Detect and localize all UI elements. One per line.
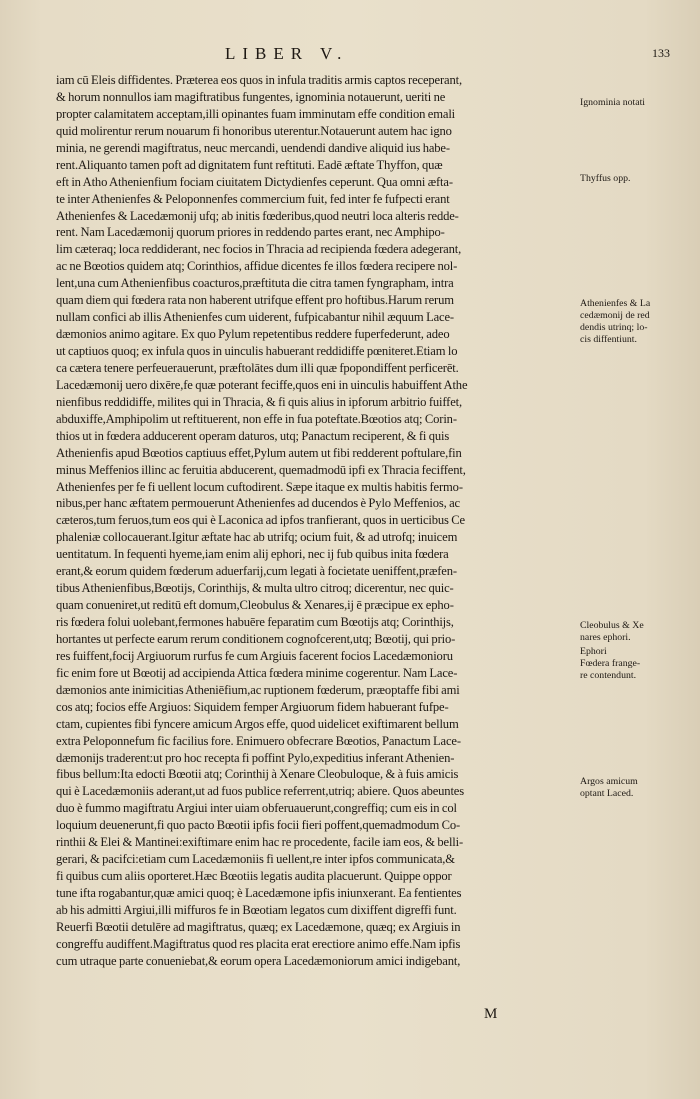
margin-note-line: Athenienfes & La — [580, 298, 651, 309]
margin-note-athenienses-lacedaemonii — [580, 298, 692, 346]
text-line: Athenienfis apud Bœotios captiuus effet,Pylum autem ut fibi redderent poftulare,fin — [56, 445, 462, 460]
text-line: fic enim fore ut Bœotij ad accipienda Attica fœdera minime cogerentur. Nam Lace- — [56, 665, 458, 680]
text-line: rent.Aliquanto tamen poft ad dignitatem funt reftituti. Eadē æftate Thyffon, quæ — [56, 157, 443, 172]
text-line: phaleniæ collocauerant.Igitur æftate hac ab utrifq; ocium fuit, & ad utrofq; inuicem — [56, 530, 458, 545]
text-line: abduxiffe,Amphipolim ut reftituerent, non effe in fua poteftate.Bœotios atq; Corin- — [56, 411, 457, 426]
text-line: Athenienfes per fe fi uellent locum cuftodirent. Sæpe itaque ex multis habitis fermo- — [56, 479, 463, 494]
text-line: lent,una cum Athenienfibus coacturos,præftituta die citra tamen fyngrapham, intra — [56, 276, 454, 291]
text-line: congreffu audiffent.Magiftratus quod res placita erat erectiore animo effe.Nam ipfis — [56, 936, 461, 951]
margin-note-line: Thyffus opp. — [580, 173, 631, 184]
text-line: quam conueniret,ut reditū eft domum,Cleobulus & Xenares,ij ē præcipue ex epho- — [56, 598, 454, 613]
text-line: nibus,per hanc æftatem permouerunt Athenienfes ad ducendos è Pylo Meffenios, ac — [56, 496, 460, 511]
text-line: Lacedæmonij uero dixēre,fe quæ poterant feciffe,quos eni in uinculis habuiffent Athe — [56, 377, 468, 392]
text-line: erant,& eorum quidem fœderum aduerfarij,cum legati à focietate ueniffent,præfen- — [56, 564, 457, 579]
text-line: eft in Atho Athenienfium fociam ciuitatem Dictydienfes ceperunt. Qua omni æfta- — [56, 174, 453, 189]
text-line: dæmonijs traderent:ut pro hoc recepta fi poffint Pylo,expeditius inferant Athenien- — [56, 750, 455, 765]
text-line: propter calamitatem acceptam,illi opinantes fuam imminutam effe condition emali — [56, 106, 456, 121]
margin-note-line: dendis utrinq; lo- — [580, 322, 648, 333]
text-line: gerari, & pacifci:etiam cum Lacedæmoniis fi uellent,re inter ipfos communicata,& — [56, 852, 455, 867]
margin-note-ignominia — [580, 97, 692, 109]
margin-note-line: Argos amicum — [580, 776, 638, 787]
margin-note-thyssus — [580, 173, 692, 185]
text-line: tibus Athenienfibus,Bœotijs, Corinthijs, & multa ultro citroq; dicerentur, nec quic- — [56, 581, 454, 596]
text-line: cum utraque parte conueniebat,& eorum opera Lacedæmoniorum amici indigebant, — [56, 953, 461, 968]
text-line: hortantes ut perfecte earum rerum conditionem cognofcerent,utq; Bœotij, qui prio- — [56, 631, 456, 646]
page-header — [0, 44, 700, 68]
text-line: iam cū Eleis diffidentes. Præterea eos quos in infula traditis armis captos receperant, — [56, 73, 462, 87]
text-line: rent. Nam Lacedæmonij quorum priores in reddendo partes erant, nec Amphipo- — [56, 225, 445, 240]
margin-note-ephori — [580, 646, 692, 682]
main-text-block — [56, 72, 592, 987]
text-line: cos atq; focios effe Argiuos: Siquidem femper Argiuorum fidem habuerant fufpe- — [56, 699, 449, 714]
text-line: ab his admitti Argiui,illi miffuros fe in Bœotiam legatos cum dixiffent digreffi funt. — [56, 902, 457, 917]
text-line: minus Meffenios illinc ac feruitia abducerent, quemadmodū ipfi ex Thracia feciffent, — [56, 462, 466, 477]
text-line: ca cætera tenere perfeuerauerunt, præftolātes dum illi quæ fpopondiffent perficerēt. — [56, 360, 459, 375]
text-line: Athenienfes & Lacedæmonij ufq; ab initis fœderibus,quod neutri loca alteris redde- — [56, 208, 459, 223]
text-line: dæmonios animo agitare. Ex quo Pylum repetentibus reddere fuperfederunt, adeo — [56, 327, 450, 342]
text-line: qui è Lacedæmoniis aderant,ut ad fuos publice referrent,utriq; abiere. Quos abeuntes — [56, 784, 464, 799]
text-line: res fuiffent,focij Argiuorum rurfus fe cum Argiuis facerent focios Lacedæmonioru — [56, 648, 453, 663]
margin-note-line: re contendunt. — [580, 670, 637, 681]
text-line: ctam, cupientes fibi fyncere amicum Argos effe, quod uidelicet exiftimarent bellum — [56, 716, 459, 731]
text-line: extra Peloponnefum fic facilius fore. Enimuero obfecrare Bœotios, Panactum Lace- — [56, 733, 461, 748]
text-line: dæmonios ante inimicitias Atheniēfium,ac ruptionem fœderum, præoptaffe fibi ami — [56, 682, 460, 697]
folio-number: 133 — [652, 46, 670, 60]
margin-note-line: optant Laced. — [580, 788, 634, 799]
margin-note-line: Cleobulus & Xe — [580, 620, 644, 631]
margin-note-line: Ephori — [580, 646, 607, 657]
text-line: minia, ne gerendi magiftratus, neuc mercandi, uendendi dandive aliquid ius habe- — [56, 140, 450, 155]
signature-mark: M — [484, 1006, 498, 1022]
margin-note-line: nares ephori. — [580, 632, 631, 643]
text-line: rinthii & Elei & Mantinei:exiftimare enim hac re procedente, facile iam eos, & belli- — [56, 835, 464, 850]
text-line: fi quibus cum aliis oporteret.Hæc Bœotiis legatis audita placuerunt. Quippe oppor — [56, 869, 452, 884]
text-line: thios ut in fœdera adducerent operam daturos, utq; Panactum reciperent, & fi quis — [56, 428, 450, 443]
text-line: loquium deuenerunt,fi quo pacto Bœotii ipfis focii fieri poffent,quemadmodum Co- — [56, 818, 461, 833]
text-line: cæteros,tum feruos,tum eos qui è Laconica ad ipfos tranfierant, quos in uerticibus Ce — [56, 513, 465, 528]
text-line: te inter Athenienfes & Peloponnenfes commercium fuit, fed inter fe fufpecti erant — [56, 191, 450, 206]
margin-note-line: Ignominia notati — [580, 97, 646, 108]
text-line: ut captiuos quoq; ex infula quos in uinculis habuerant reddidiffe pœniteret.Etiam lo — [56, 344, 458, 358]
text-line — [56, 970, 592, 987]
margin-note-line: cedæmonij de red — [580, 310, 650, 321]
text-line: ris fœdera folui uolebant,fermones habuēre feparatim cum Bœotijs atq; Corinthijs, — [56, 615, 454, 629]
text-line: nienfibus reddidiffe, milites qui in Thracia, & fi quis alius in ipforum arbitrio fuiffet, — [56, 394, 463, 409]
margin-note-cleobulus-xenares — [580, 620, 692, 644]
text-line: fibus bellum:Ita edocti Bœotii atq; Corinthij à Xenare Cleobuloque, & à fuis amicis — [56, 767, 459, 782]
margin-note-argos-amicum — [580, 776, 692, 800]
text-line: lim cæteraq; loca reddiderant, nec focios in Thracia ad recipienda fœdera adegerant, — [56, 242, 462, 257]
text-line: nullam confici ab illis Athenienfes cum uiderent, fufpicabantur nihil æquum Lace- — [56, 310, 454, 325]
text-line: duo è fummo magiftratu Argiui inter uiam obferuauerunt,congreffiq; cum eis in col — [56, 801, 457, 816]
text-line: & horum nonnullos iam magiftratibus fungentes, ignominia notauerunt, ueriti ne — [56, 89, 446, 104]
margin-note-line: Fœdera frange- — [580, 658, 641, 669]
text-line: quam diem qui fœdera rata non haberent utrifque effent pro hoftibus.Harum rerum — [56, 293, 454, 308]
text-line: Reuerfi Bœotii detulēre ad magiftratus, quæq; ex Lacedæmone, quæq; ex Argiuis in — [56, 919, 461, 934]
text-line: quid molirentur rerum nouarum fi honoribus uterentur.Notauerunt autem hac igno — [56, 123, 452, 138]
running-head: LIBER V. — [225, 44, 349, 63]
text-line: tune ifta rogabantur,quæ amici quoq; è Lacedæmone ipfis iniunxerant. Ea fentientes — [56, 886, 462, 900]
text-line: ac ne Bœotios quidem atq; Corinthios, affidue dicentes fe illos fœdera recipere nol- — [56, 259, 458, 274]
margin-note-line: cis diffentiunt. — [580, 334, 637, 345]
text-line: uentitatum. In fequenti hyeme,iam enim alij ephori, nec ij fub quibus inita fœdera — [56, 547, 449, 562]
